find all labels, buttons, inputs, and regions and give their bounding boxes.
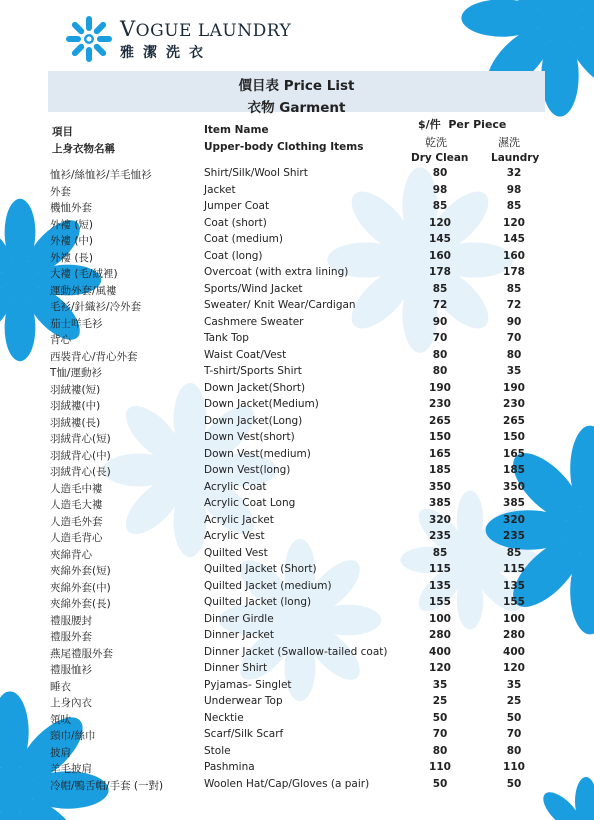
item-name-zh: 人造毛中褸 [50, 482, 103, 495]
table-row [50, 694, 550, 711]
price-dry-clean: 230 [429, 398, 451, 410]
price-dry-clean: 110 [429, 761, 451, 773]
price-laundry: 70 [506, 332, 522, 344]
item-name-zh: 運動外套/風褸 [50, 284, 117, 297]
table-row [50, 612, 550, 629]
table-row [50, 282, 550, 299]
table-row [50, 397, 550, 414]
price-dry-clean: 80 [432, 348, 448, 361]
price-laundry: 70 [506, 728, 522, 740]
price-dry-clean: 135 [429, 579, 451, 592]
price-dry-clean: 85 [432, 282, 448, 295]
price-laundry: 145 [503, 233, 525, 245]
price-dry-clean: 190 [429, 381, 451, 394]
price-laundry: 72 [506, 299, 522, 311]
table-row [50, 711, 550, 728]
table-row [50, 463, 550, 480]
price-laundry: 265 [503, 414, 525, 427]
item-name-zh: 燕尾禮服外套 [50, 647, 113, 660]
item-name-en: Coat (short) [204, 216, 267, 229]
price-dry-clean: 50 [432, 777, 448, 790]
table-row [50, 678, 550, 695]
price-dry-clean: 80 [432, 167, 448, 179]
item-name-zh: 披肩 [50, 746, 71, 759]
price-dry-clean: 160 [429, 249, 451, 262]
item-name-zh: T恤/運動衫 [50, 367, 102, 379]
table-row [50, 744, 550, 761]
price-list-title: 價目表 Price List [238, 78, 355, 94]
item-name-en: Stole [204, 744, 231, 757]
price-dry-clean: 98 [432, 183, 448, 196]
price-laundry: 25 [506, 695, 522, 707]
brand-name-zh: 雅潔洗衣 [120, 44, 212, 61]
price-laundry: 150 [503, 431, 525, 443]
item-name-zh: 冷帽/鴨舌帽/手套 (一對) [50, 779, 164, 792]
price-dry-clean: 115 [429, 563, 451, 575]
price-list-header [48, 71, 545, 116]
col-laundry-en: Laundry [491, 152, 540, 164]
col-item-en-sub: Upper-body Clothing Items [204, 141, 364, 153]
item-name-en: Underwear Top [204, 695, 283, 707]
table-row [50, 595, 550, 612]
item-name-zh: 羊毛披肩 [50, 763, 92, 775]
item-name-en: Pashmina [204, 761, 255, 773]
table-row [50, 513, 550, 530]
price-dry-clean: 178 [429, 266, 451, 278]
item-name-en: Quilted Jacket (long) [204, 596, 312, 608]
table-row [50, 645, 550, 662]
price-laundry: 100 [503, 612, 525, 625]
item-name-en: Dinner Jacket [204, 629, 275, 641]
table-row [50, 265, 550, 282]
table-row [50, 546, 550, 563]
price-dry-clean: 35 [432, 678, 448, 691]
price-laundry: 280 [503, 629, 525, 641]
price-laundry: 178 [503, 266, 525, 278]
table-row [50, 232, 550, 249]
item-name-en: Tank Top [204, 332, 249, 344]
table-row [50, 777, 550, 794]
item-name-zh: 夾綿外套(長) [50, 598, 111, 610]
item-name-zh: 上身內衣 [50, 697, 92, 709]
table-row [50, 727, 550, 744]
item-name-zh: 夾綿外套(短) [50, 565, 111, 577]
price-laundry: 85 [506, 200, 522, 212]
price-dry-clean: 150 [429, 431, 451, 443]
snowflake-flower-icon [64, 14, 114, 64]
item-name-zh: 羽絨背心(長) [50, 466, 111, 478]
price-laundry: 120 [503, 662, 525, 674]
price-table-body [50, 166, 550, 793]
item-name-zh: 外套 [50, 185, 71, 198]
table-row [50, 496, 550, 513]
item-name-zh: 禮服外套 [50, 631, 92, 643]
price-dry-clean: 25 [432, 695, 448, 707]
item-name-zh: 羽絨背心(中) [50, 449, 111, 462]
price-dry-clean: 70 [432, 728, 448, 740]
price-dry-clean: 280 [429, 629, 451, 641]
price-laundry: 120 [503, 216, 525, 229]
price-dry-clean: 85 [432, 546, 448, 559]
price-dry-clean: 100 [429, 612, 451, 625]
item-name-en: Coat (long) [204, 249, 263, 262]
table-row [50, 315, 550, 332]
price-laundry: 110 [503, 761, 525, 773]
item-name-en: Quilted Jacket (medium) [204, 579, 332, 592]
item-name-en: Shirt/Silk/Wool Shirt [204, 167, 308, 179]
price-dry-clean: 400 [429, 645, 451, 658]
item-name-en: Jacket [204, 183, 236, 196]
price-laundry: 35 [506, 678, 522, 691]
item-name-zh: 睡衣 [50, 680, 71, 693]
table-row [50, 760, 550, 777]
item-name-en: Down Vest(short) [204, 431, 295, 443]
table-row [50, 364, 550, 381]
item-name-zh: 羽絨褸(長) [50, 416, 101, 429]
price-dry-clean: 90 [432, 315, 448, 328]
table-row [50, 661, 550, 678]
item-name-en: Dinner Girdle [204, 612, 274, 625]
item-name-en: Overcoat (with extra lining) [204, 266, 349, 278]
table-row [50, 216, 550, 233]
item-name-zh: 外褸 (中) [50, 235, 94, 247]
price-laundry: 385 [503, 497, 525, 509]
brand-logo [64, 14, 291, 64]
table-row [50, 430, 550, 447]
item-name-en: Scarf/Silk Scarf [204, 728, 284, 740]
item-name-en: Down Jacket(Medium) [204, 398, 319, 410]
item-name-zh: 外褸 (長) [50, 251, 94, 264]
price-laundry: 35 [506, 365, 522, 377]
price-dry-clean: 72 [432, 299, 448, 311]
price-laundry: 50 [506, 711, 522, 724]
table-row [50, 480, 550, 497]
price-dry-clean: 80 [432, 744, 448, 757]
table-row [50, 249, 550, 266]
item-name-en: Sports/Wind Jacket [204, 282, 303, 295]
price-laundry: 165 [503, 447, 525, 460]
item-name-zh: 人造毛大褸 [50, 499, 103, 511]
item-name-en: Acrylic Coat [204, 480, 267, 493]
price-dry-clean: 85 [432, 200, 448, 212]
item-name-en: Quilted Jacket (Short) [204, 563, 317, 575]
item-name-zh: 人造毛外套 [50, 515, 103, 528]
item-name-en: Acrylic Vest [204, 530, 265, 542]
item-name-zh: 領呔 [50, 713, 71, 726]
item-name-en: Down Jacket(Short) [204, 381, 306, 394]
price-dry-clean: 185 [429, 464, 451, 476]
price-dry-clean: 145 [429, 233, 451, 245]
item-name-en: Acrylic Coat Long [204, 497, 296, 509]
price-laundry: 98 [506, 183, 522, 196]
price-laundry: 115 [503, 563, 525, 575]
col-item-zh-sub: 上身衣物名稱 [52, 143, 115, 155]
item-name-zh: 毛衫/針織衫/冷外套 [50, 301, 142, 313]
item-name-en: Coat (medium) [204, 233, 283, 245]
price-dry-clean: 235 [429, 530, 451, 542]
table-row [50, 447, 550, 464]
item-name-zh: 禮服恤衫 [50, 664, 92, 676]
item-name-zh: 西裝背心/背心外套 [50, 350, 138, 363]
price-dry-clean: 155 [429, 596, 451, 608]
price-dry-clean: 265 [429, 414, 451, 427]
table-row [50, 414, 550, 431]
table-row [50, 166, 550, 183]
price-laundry: 32 [506, 167, 522, 179]
item-name-zh: 背心 [50, 334, 71, 346]
item-name-en: Dinner Jacket (Swallow-tailed coat) [204, 645, 388, 658]
price-dry-clean: 385 [429, 497, 451, 509]
item-name-en: Dinner Shirt [204, 662, 268, 674]
price-dry-clean: 350 [429, 480, 451, 493]
table-row [50, 298, 550, 315]
item-name-zh: 頸巾/絲巾 [50, 730, 96, 742]
item-name-zh: 茄士咩毛衫 [50, 317, 103, 330]
col-dry-en: Dry Clean [411, 152, 469, 164]
col-dry-zh: 乾洗 [425, 136, 447, 149]
item-name-zh: 羽絨褸(短) [50, 383, 101, 396]
item-name-en: Quilted Vest [204, 546, 268, 559]
price-dry-clean: 120 [429, 216, 451, 229]
table-row [50, 331, 550, 348]
item-name-zh: 機恤外套 [50, 202, 92, 214]
item-name-en: T-shirt/Sports Shirt [204, 365, 302, 377]
price-laundry: 155 [503, 596, 525, 608]
table-row [50, 529, 550, 546]
price-laundry: 80 [506, 744, 522, 757]
table-row [50, 579, 550, 596]
item-name-en: Jumper Coat [204, 200, 270, 212]
item-name-zh: 夾綿外套(中) [50, 581, 111, 594]
price-dry-clean: 165 [429, 447, 451, 460]
price-laundry: 190 [503, 381, 525, 394]
table-row [50, 381, 550, 398]
item-name-zh: 羽絨背心(短) [50, 433, 111, 445]
item-name-en: Waist Coat/Vest [204, 348, 287, 361]
price-laundry: 400 [503, 645, 525, 658]
item-name-en: Necktie [204, 711, 244, 724]
table-row [50, 348, 550, 365]
price-laundry: 85 [506, 282, 522, 295]
col-price-unit: $/件 Per Piece [418, 118, 507, 131]
item-name-zh: 夾綿背心 [50, 548, 92, 561]
table-row [50, 183, 550, 200]
price-laundry: 85 [506, 546, 522, 559]
item-name-en: Acrylic Jacket [204, 513, 274, 526]
item-name-en: Down Vest(long) [204, 464, 291, 476]
item-name-en: Cashmere Sweater [204, 315, 304, 328]
category-title: 衣物 Garment [247, 100, 346, 116]
item-name-en: Down Jacket(Long) [204, 414, 303, 427]
item-name-zh: 大褸 (毛/絨裡) [50, 268, 118, 280]
price-laundry: 50 [506, 777, 522, 790]
col-laundry-zh: 濕洗 [498, 136, 520, 149]
item-name-en: Down Vest(medium) [204, 447, 311, 460]
table-row [50, 199, 550, 216]
price-laundry: 230 [503, 398, 525, 410]
brand-name-en: VOGUE LAUNDRY [120, 16, 292, 41]
item-name-en: Sweater/ Knit Wear/Cardigan [204, 299, 356, 311]
price-laundry: 80 [506, 348, 522, 361]
price-dry-clean: 320 [429, 513, 451, 526]
price-laundry: 90 [506, 315, 522, 328]
col-item-en: Item Name [204, 124, 269, 136]
item-name-zh: 人造毛背心 [50, 532, 103, 544]
item-name-en: Pyjamas- Singlet [204, 678, 292, 691]
table-row [50, 628, 550, 645]
price-dry-clean: 120 [429, 662, 451, 674]
item-name-en: Woolen Hat/Cap/Gloves (a pair) [204, 777, 370, 790]
price-dry-clean: 80 [432, 365, 448, 377]
item-name-zh: 恤衫/絲恤衫/羊毛恤衫 [50, 169, 152, 181]
price-laundry: 350 [503, 480, 525, 493]
item-name-zh: 外褸 (短) [50, 218, 94, 231]
price-laundry: 160 [503, 249, 525, 262]
price-laundry: 320 [503, 513, 525, 526]
table-row [50, 562, 550, 579]
price-laundry: 135 [503, 579, 525, 592]
price-laundry: 235 [503, 530, 525, 542]
item-name-zh: 禮服腰封 [50, 614, 92, 627]
col-item-zh: 項目 [52, 126, 73, 138]
price-dry-clean: 70 [432, 332, 448, 344]
item-name-zh: 羽絨褸(中) [50, 400, 101, 412]
price-dry-clean: 50 [432, 711, 448, 724]
price-laundry: 185 [503, 464, 525, 476]
